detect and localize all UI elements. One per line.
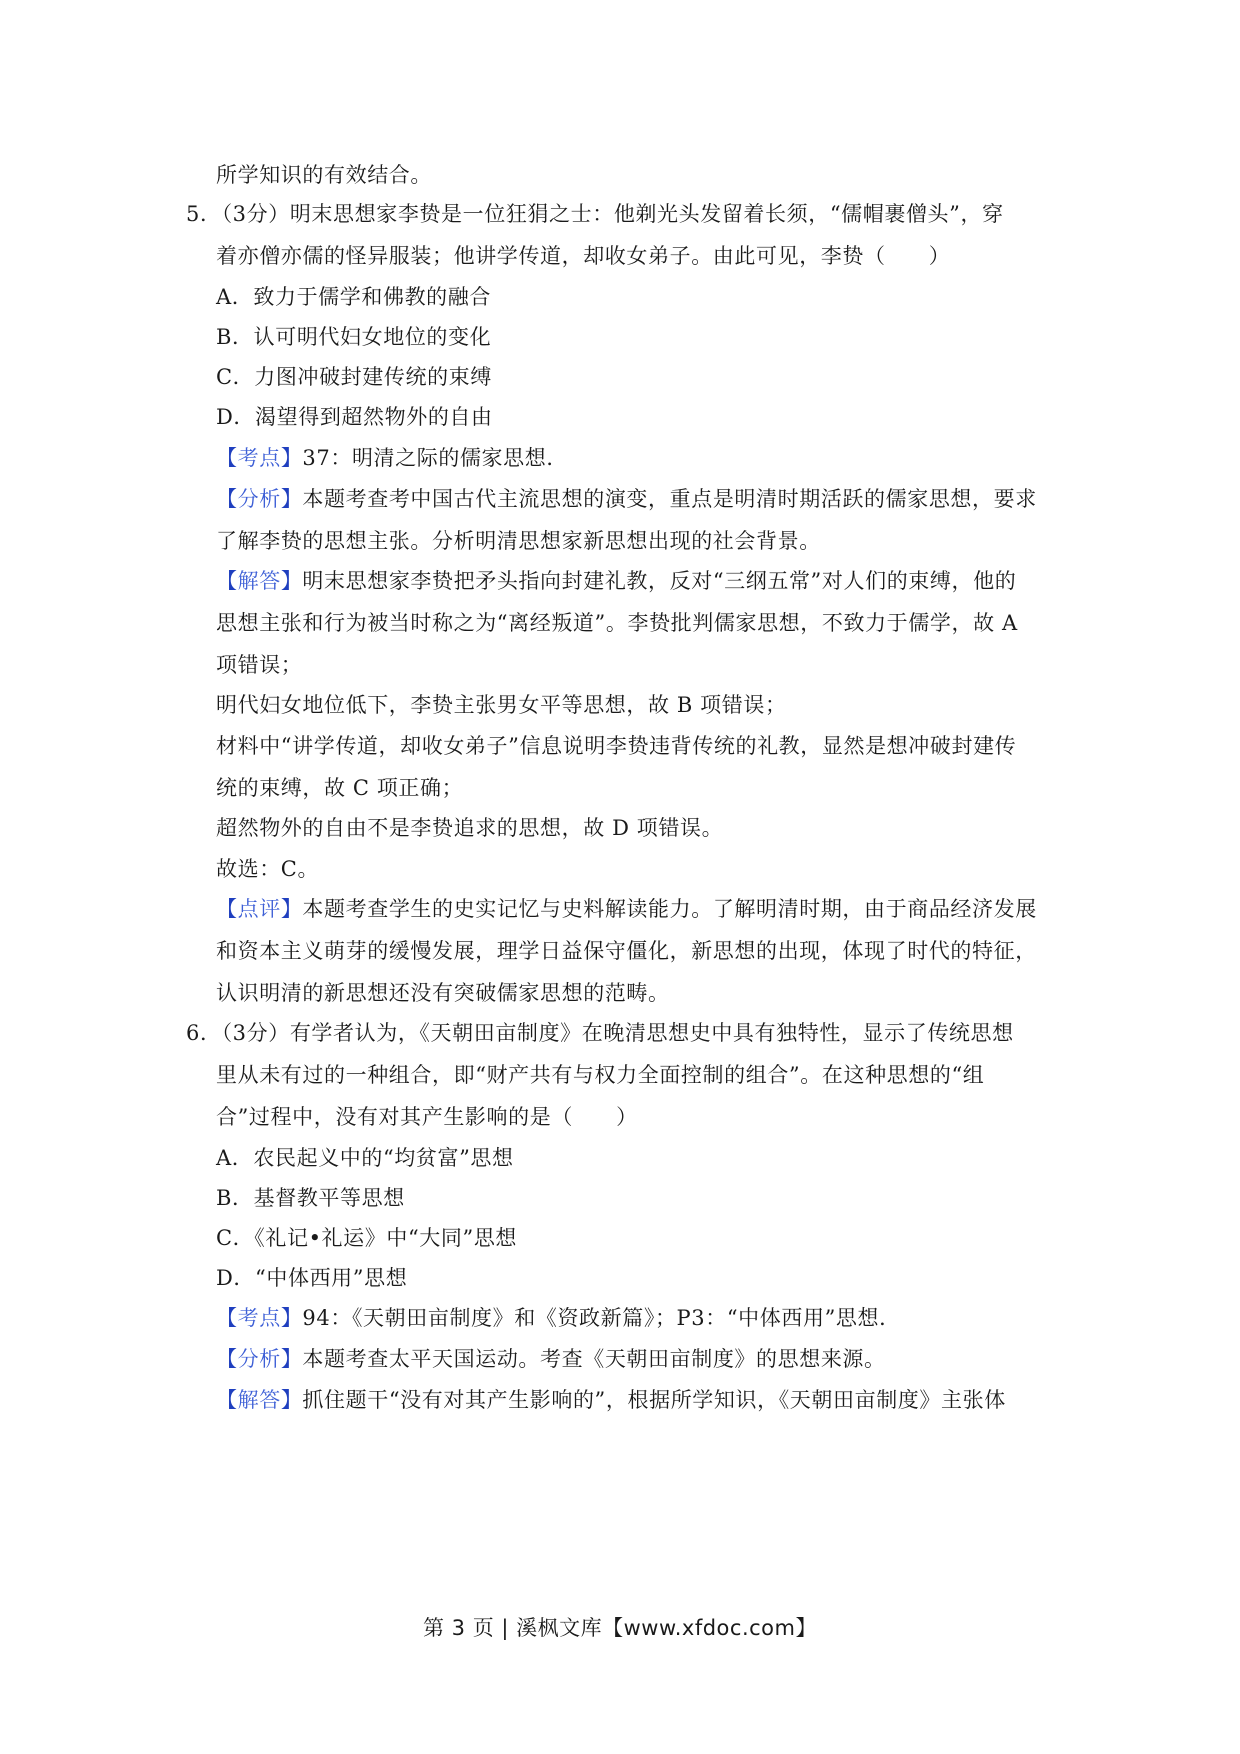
dianping-text-cont: 和资本主义萌芽的缓慢发展，理学日益保守僵化，新思想的出现，体现了时代的特征， <box>216 939 1037 963</box>
option-b: B．认可明代妇女地位的变化 <box>216 325 492 349</box>
kaodian-label: 考点 <box>237 1306 281 1330</box>
jieda-text-cont: 超然物外的自由不是李贽追求的思想，故 D 项错误。 <box>216 816 724 840</box>
question-6-stem-cont: 里从未有过的一种组合，即“财产共有与权力全面控制的组合”。在这种思想的“组 <box>216 1063 985 1087</box>
fenxi-label: 分析 <box>237 487 281 511</box>
tag-bracket-close: 】 <box>280 1306 303 1330</box>
question-6-stem-cont: 合”过程中，没有对其产生影响的是（ ） <box>216 1105 638 1129</box>
dianping-text-cont: 认识明清的新思想还没有突破儒家思想的范畴。 <box>216 981 670 1005</box>
question-number: 6． <box>186 1021 222 1045</box>
question-6-stem <box>186 1018 1014 1048</box>
kaodian-text: 94：《天朝田亩制度》和《资政新篇》；P3：“中体西用”思想． <box>302 1306 901 1330</box>
kaodian-section <box>216 443 568 473</box>
question-text: （3分）有学者认为，《天朝田亩制度》在晚清思想史中具有独特性，显示了传统思想 <box>221 1021 1014 1045</box>
question-text: （3分）明末思想家李贽是一位狂狷之士：他剃光头发留着长须，“儒帽裹僧头”，穿 <box>221 202 1004 226</box>
tag-bracket-open: 【 <box>216 569 238 593</box>
fenxi-section <box>216 1344 886 1374</box>
question-5-stem-cont: 着亦僧亦儒的怪异服装；他讲学传道，却收女弟子。由此可见，李贽（ ） <box>216 244 951 268</box>
tag-bracket-open: 【 <box>216 1388 238 1412</box>
dianping-section <box>216 894 1037 924</box>
jieda-text-cont: 思想主张和行为被当时称之为“离经叛道”。李贽批判儒家思想，不致力于儒学，故 A <box>216 611 1018 635</box>
continued-text: 所学知识的有效结合。 <box>216 163 432 187</box>
jieda-text-cont: 材料中“讲学传道，却收女弟子”信息说明李贽违背传统的礼教，显然是想冲破封建传 <box>216 734 1017 758</box>
jieda-label: 解答 <box>237 569 281 593</box>
option-d: D．渴望得到超然物外的自由 <box>216 405 493 429</box>
tag-bracket-open: 【 <box>216 1347 238 1371</box>
option-d: D．“中体西用”思想 <box>216 1266 408 1290</box>
jieda-text-cont: 项错误； <box>216 653 303 677</box>
tag-bracket-close: 】 <box>280 897 303 921</box>
kaodian-label: 考点 <box>237 446 281 470</box>
jieda-text: 明末思想家李贽把矛头指向封建礼教，反对“三纲五常”对人们的束缚，他的 <box>302 569 1017 593</box>
jieda-text-cont: 明代妇女地位低下，李贽主张男女平等思想，故 B 项错误； <box>216 693 787 717</box>
question-5-stem <box>186 199 1004 229</box>
tag-bracket-open: 【 <box>216 446 238 470</box>
tag-bracket-close: 】 <box>280 1347 303 1371</box>
tag-bracket-close: 】 <box>280 1388 303 1412</box>
dianping-label: 点评 <box>237 897 281 921</box>
option-a: A．致力于儒学和佛教的融合 <box>216 285 491 309</box>
jieda-section <box>216 566 1016 596</box>
answer-choice: 故选：C。 <box>216 857 320 881</box>
tag-bracket-open: 【 <box>216 1306 238 1330</box>
jieda-section <box>216 1385 1006 1415</box>
option-c: C．《礼记•礼运》中“大同”思想 <box>216 1226 518 1250</box>
question-number: 5． <box>186 202 222 226</box>
fenxi-text: 本题考查太平天国运动。考查《天朝田亩制度》的思想来源。 <box>302 1347 886 1371</box>
option-a: A．农民起义中的“均贫富”思想 <box>216 1146 514 1170</box>
tag-bracket-open: 【 <box>216 897 238 921</box>
page-footer: 第 3 页 | 溪枫文库【www.xfdoc.com】 <box>423 1616 817 1640</box>
tag-bracket-close: 】 <box>280 446 303 470</box>
kaodian-section <box>216 1303 901 1333</box>
fenxi-text: 本题考查考中国古代主流思想的演变，重点是明清时期活跃的儒家思想，要求 <box>302 487 1037 511</box>
option-c: C．力图冲破封建传统的束缚 <box>216 365 492 389</box>
fenxi-label: 分析 <box>237 1347 281 1371</box>
fenxi-section <box>216 484 1037 514</box>
dianping-text: 本题考查学生的史实记忆与史料解读能力。了解明清时期，由于商品经济发展 <box>302 897 1037 921</box>
tag-bracket-close: 】 <box>280 569 303 593</box>
jieda-text: 抓住题干“没有对其产生影响的”，根据所学知识，《天朝田亩制度》主张体 <box>302 1388 1006 1412</box>
jieda-text-cont: 统的束缚，故 C 项正确； <box>216 776 464 800</box>
fenxi-text-cont: 了解李贽的思想主张。分析明清思想家新思想出现的社会背景。 <box>216 529 821 553</box>
tag-bracket-open: 【 <box>216 487 238 511</box>
jieda-label: 解答 <box>237 1388 281 1412</box>
option-b: B．基督教平等思想 <box>216 1186 405 1210</box>
tag-bracket-close: 】 <box>280 487 303 511</box>
kaodian-text: 37：明清之际的儒家思想． <box>302 446 568 470</box>
